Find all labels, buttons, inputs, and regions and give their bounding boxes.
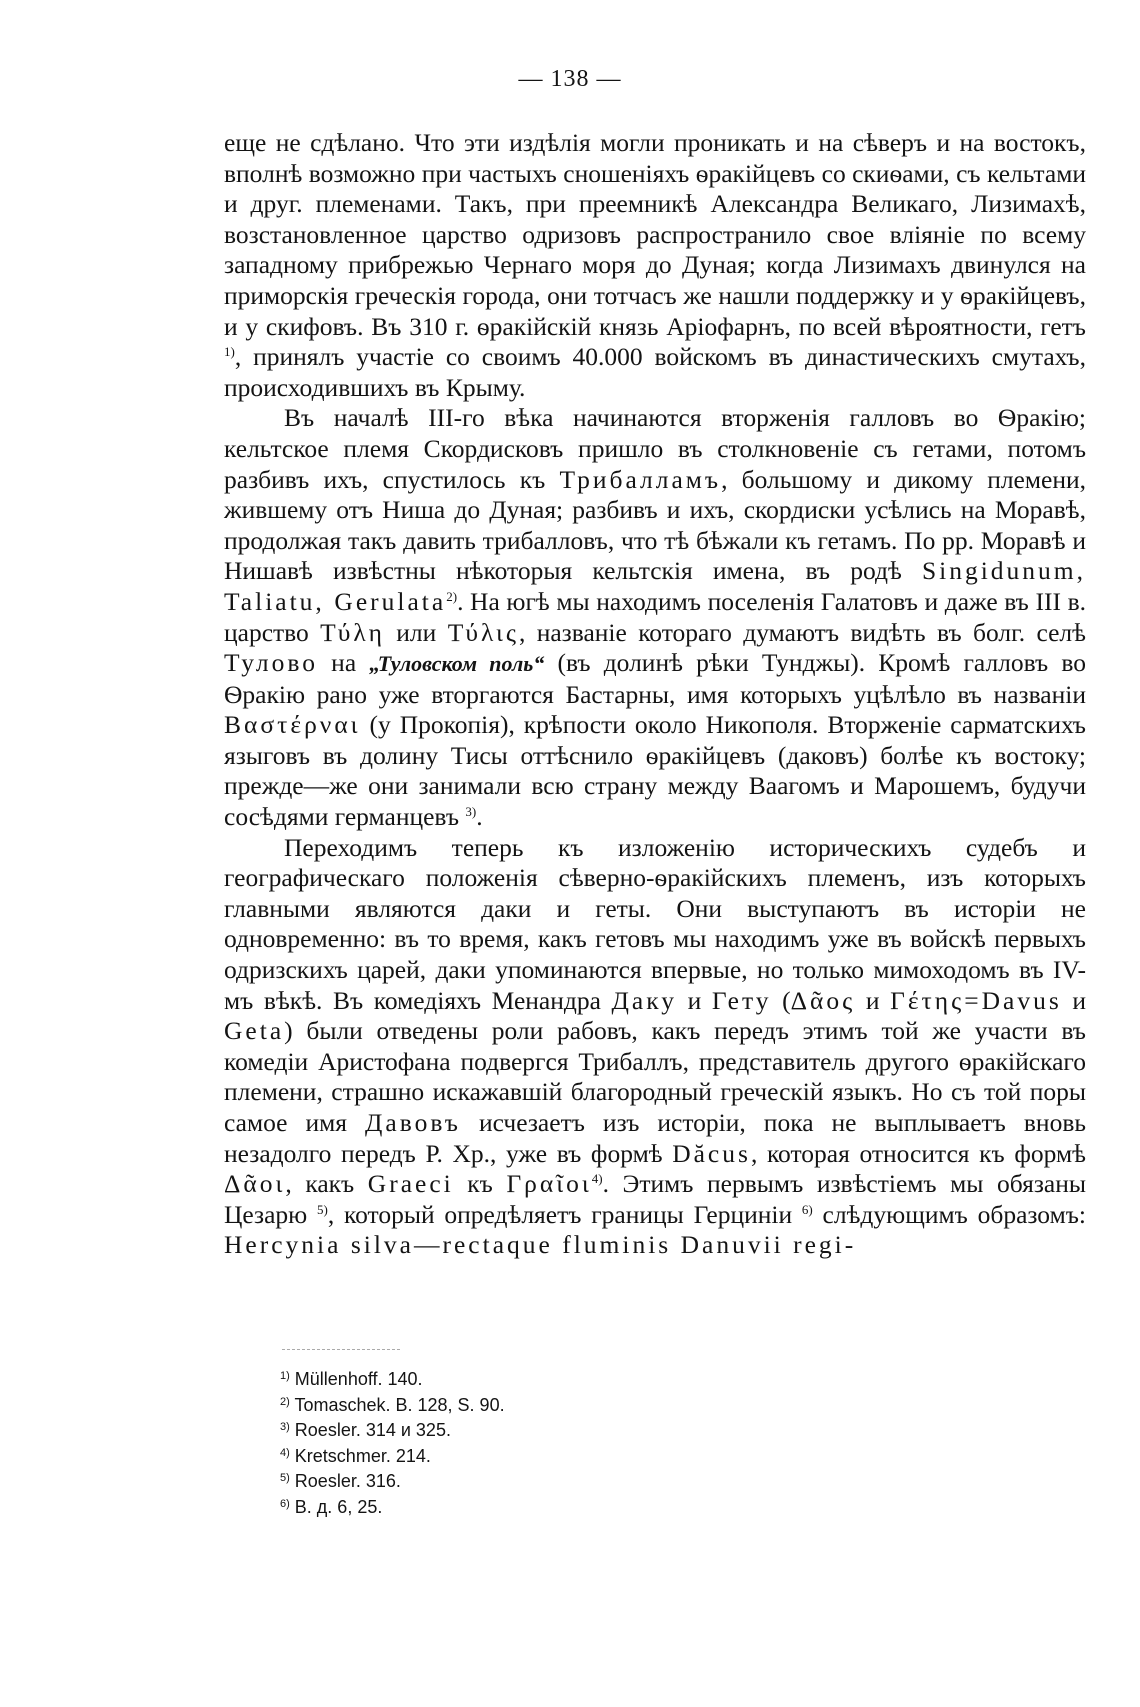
spaced-text: Τύλις xyxy=(447,617,519,647)
spaced-text: Даку xyxy=(611,985,678,1015)
spaced-text: Γέτης=Davus xyxy=(890,985,1062,1015)
footnote-marker: 1) xyxy=(224,344,235,360)
text-run: или xyxy=(384,617,448,647)
text-run: Въ началѣ III-го вѣка начинаются вторженія галловъ во Ѳракію; кельтское племя Скордисковъ пришло въ столкновеніе съ гетами, потомъ разбивъ ихъ, спустилось къ xyxy=(224,403,1086,494)
footnote-5: $^{5)}$ Roesler. 316. xyxy=(280,1471,401,1491)
text-run: , который опредѣляетъ границы Герцинiи xyxy=(327,1199,802,1229)
footnote-marker: 4) xyxy=(591,1171,603,1187)
text-run: , принялъ участіе со своимъ 40.000 войскомъ въ династическихъ смутахъ, происходившихъ въ Крыму. xyxy=(224,342,1086,402)
spaced-text: Δᾶος xyxy=(790,985,856,1015)
spaced-text: Трибалламъ xyxy=(559,464,722,494)
text-run: . xyxy=(476,802,483,832)
paragraph xyxy=(224,128,1086,403)
spaced-text: Hercynia silva—rectaque fluminis Danuvii regi- xyxy=(224,1230,857,1260)
footnote-divider xyxy=(282,1349,400,1350)
text-run: , какъ xyxy=(285,1169,368,1199)
text-run: на xyxy=(318,648,370,678)
text-run: и xyxy=(1061,985,1087,1015)
spaced-text: Geta xyxy=(224,1016,285,1046)
text-run: , большому и дикому племени, жившему отъ Ниша до Дуная; разбивъ и ихъ, скордиски усѣлись на Моравѣ, продолжая такъ давить трибалловъ, что тѣ бѣжали къ гетамъ. По рр. Моравѣ и Нишавѣ извѣстны нѣкоторыя кельтскія имена, въ родѣ xyxy=(224,464,1087,586)
text-run: , которая относится къ формѣ xyxy=(750,1138,1086,1168)
paragraph xyxy=(224,833,1086,1261)
footnote-marker: 3) xyxy=(465,804,477,820)
text-run: . На югѣ мы находимъ поселенія Галатовъ и даже въ III в. царство xyxy=(224,586,1086,647)
text-run: , названіе котораго думаютъ видѣть въ болг. селѣ xyxy=(518,617,1086,647)
text-run: исчезаетъ изъ исторіи, пока не выплываетъ вновь незадолго передъ Р. Хр., уже въ формѣ xyxy=(224,1108,1086,1168)
italic-text: „Туловском поль“ xyxy=(369,651,545,677)
spaced-text: Δᾶοι xyxy=(224,1169,286,1199)
text-run: . Этимъ первымъ извѣстіемъ мы обязаны Цезарю xyxy=(224,1169,1086,1229)
text-run: еще не сдѣлано. Что эти издѣлія могли проникать и на сѣверъ и на востокъ, вполнѣ возможно при частыхъ сношеніяхъ ѳракійцевъ со скиѳами, съ кельтами и друг. племенами. Такъ, при преемникѣ Александра Великаго, Лизимахѣ, возстановленное царство одризовъ распространило свое вліяніе по всему западному прибрежью Чернаго моря до Дуная; когда Лизимахъ двинулся на приморскія греческія города, они тотчасъ же нашли поддержку и у ѳракійцевъ, и у скифовъ. Въ 310 г. ѳракійскій князь Аріофарнъ, по всей вѣроятности, гетъ xyxy=(224,128,1086,341)
spaced-text: Гету xyxy=(711,985,772,1015)
text-run: слѣдующимъ образомъ: xyxy=(812,1199,1086,1229)
spaced-text: Graeci xyxy=(367,1169,454,1199)
footnote-1: $^{1)}$ Müllenhoff. 140. xyxy=(280,1369,423,1389)
spaced-text: Γραῖοι xyxy=(506,1169,592,1199)
text-run: Переходимъ теперь къ изложенію историческихъ судебъ и географическаго положенія сѣверно-ѳракійскихъ племенъ, изъ которыхъ главными являются даки и геты. Они выступаютъ въ исторіи не одновременно: въ то время, какъ гетовъ мы находимъ уже въ войскѣ первыхъ одризскихъ царей, даки упоминаются впервые, но только мимоходомъ въ IV-мъ вѣкѣ. Въ комедіяхъ Менандра xyxy=(224,832,1086,1015)
spaced-text: Давовъ xyxy=(365,1108,461,1137)
text-run: ( xyxy=(771,985,791,1015)
text-run: и xyxy=(677,985,712,1015)
body-text xyxy=(224,128,1086,1261)
footnote-3: $^{3)}$ Roesler. 314 и 325. xyxy=(280,1420,451,1440)
text-run: къ xyxy=(453,1169,507,1199)
footnote-2: $^{2)}$ Tomaschek. B. 128, S. 90. xyxy=(280,1394,505,1415)
text-run: (у Прокопія), крѣпости около Никополя. Вторженіе сарматскихъ языговъ въ долину Тисы оттѣснило ѳракійцевъ (даковъ) болѣе къ востоку; прежде—же они занимали всю страну между Ваагомъ и Марошемъ, будучи сосѣдями германцевъ xyxy=(224,710,1086,832)
footnotes xyxy=(280,1367,505,1520)
text-run: ) были отведены роли рабовъ, какъ передъ этимъ той же участи въ комедіи Аристофана подвергся Трибаллъ, представитель другого ѳракійскаго племени, страшно искажавшій благородный греческій языкъ. Но съ той поры самое имя xyxy=(224,1016,1086,1137)
spaced-text: Тулово xyxy=(224,648,319,678)
text-run: (въ долинѣ рѣки Тунджы). Кромѣ галловъ во Ѳракію рано уже вторгаются Бастарны, имя которыхъ уцѣлѣло въ названіи xyxy=(224,648,1086,709)
page-number: — 138 — xyxy=(518,66,622,92)
footnote-marker: 2) xyxy=(446,588,458,604)
footnote-4: $^{4)}$ Kretschmer. 214. xyxy=(280,1445,431,1466)
spaced-text: Τύλη xyxy=(320,617,385,647)
footnote-6: $^{6)}$ В. д. 6, 25. xyxy=(280,1496,383,1517)
footnote-marker: 6) xyxy=(801,1201,813,1217)
spaced-text: Singidunum, Taliatu, Gerulata xyxy=(224,556,1086,616)
footnote-marker: 5) xyxy=(317,1201,328,1217)
text-run: и xyxy=(855,985,891,1015)
spaced-text: Dăcus xyxy=(672,1138,751,1168)
spaced-text: Βαστέρναι xyxy=(224,710,361,740)
paragraph xyxy=(224,403,1086,832)
